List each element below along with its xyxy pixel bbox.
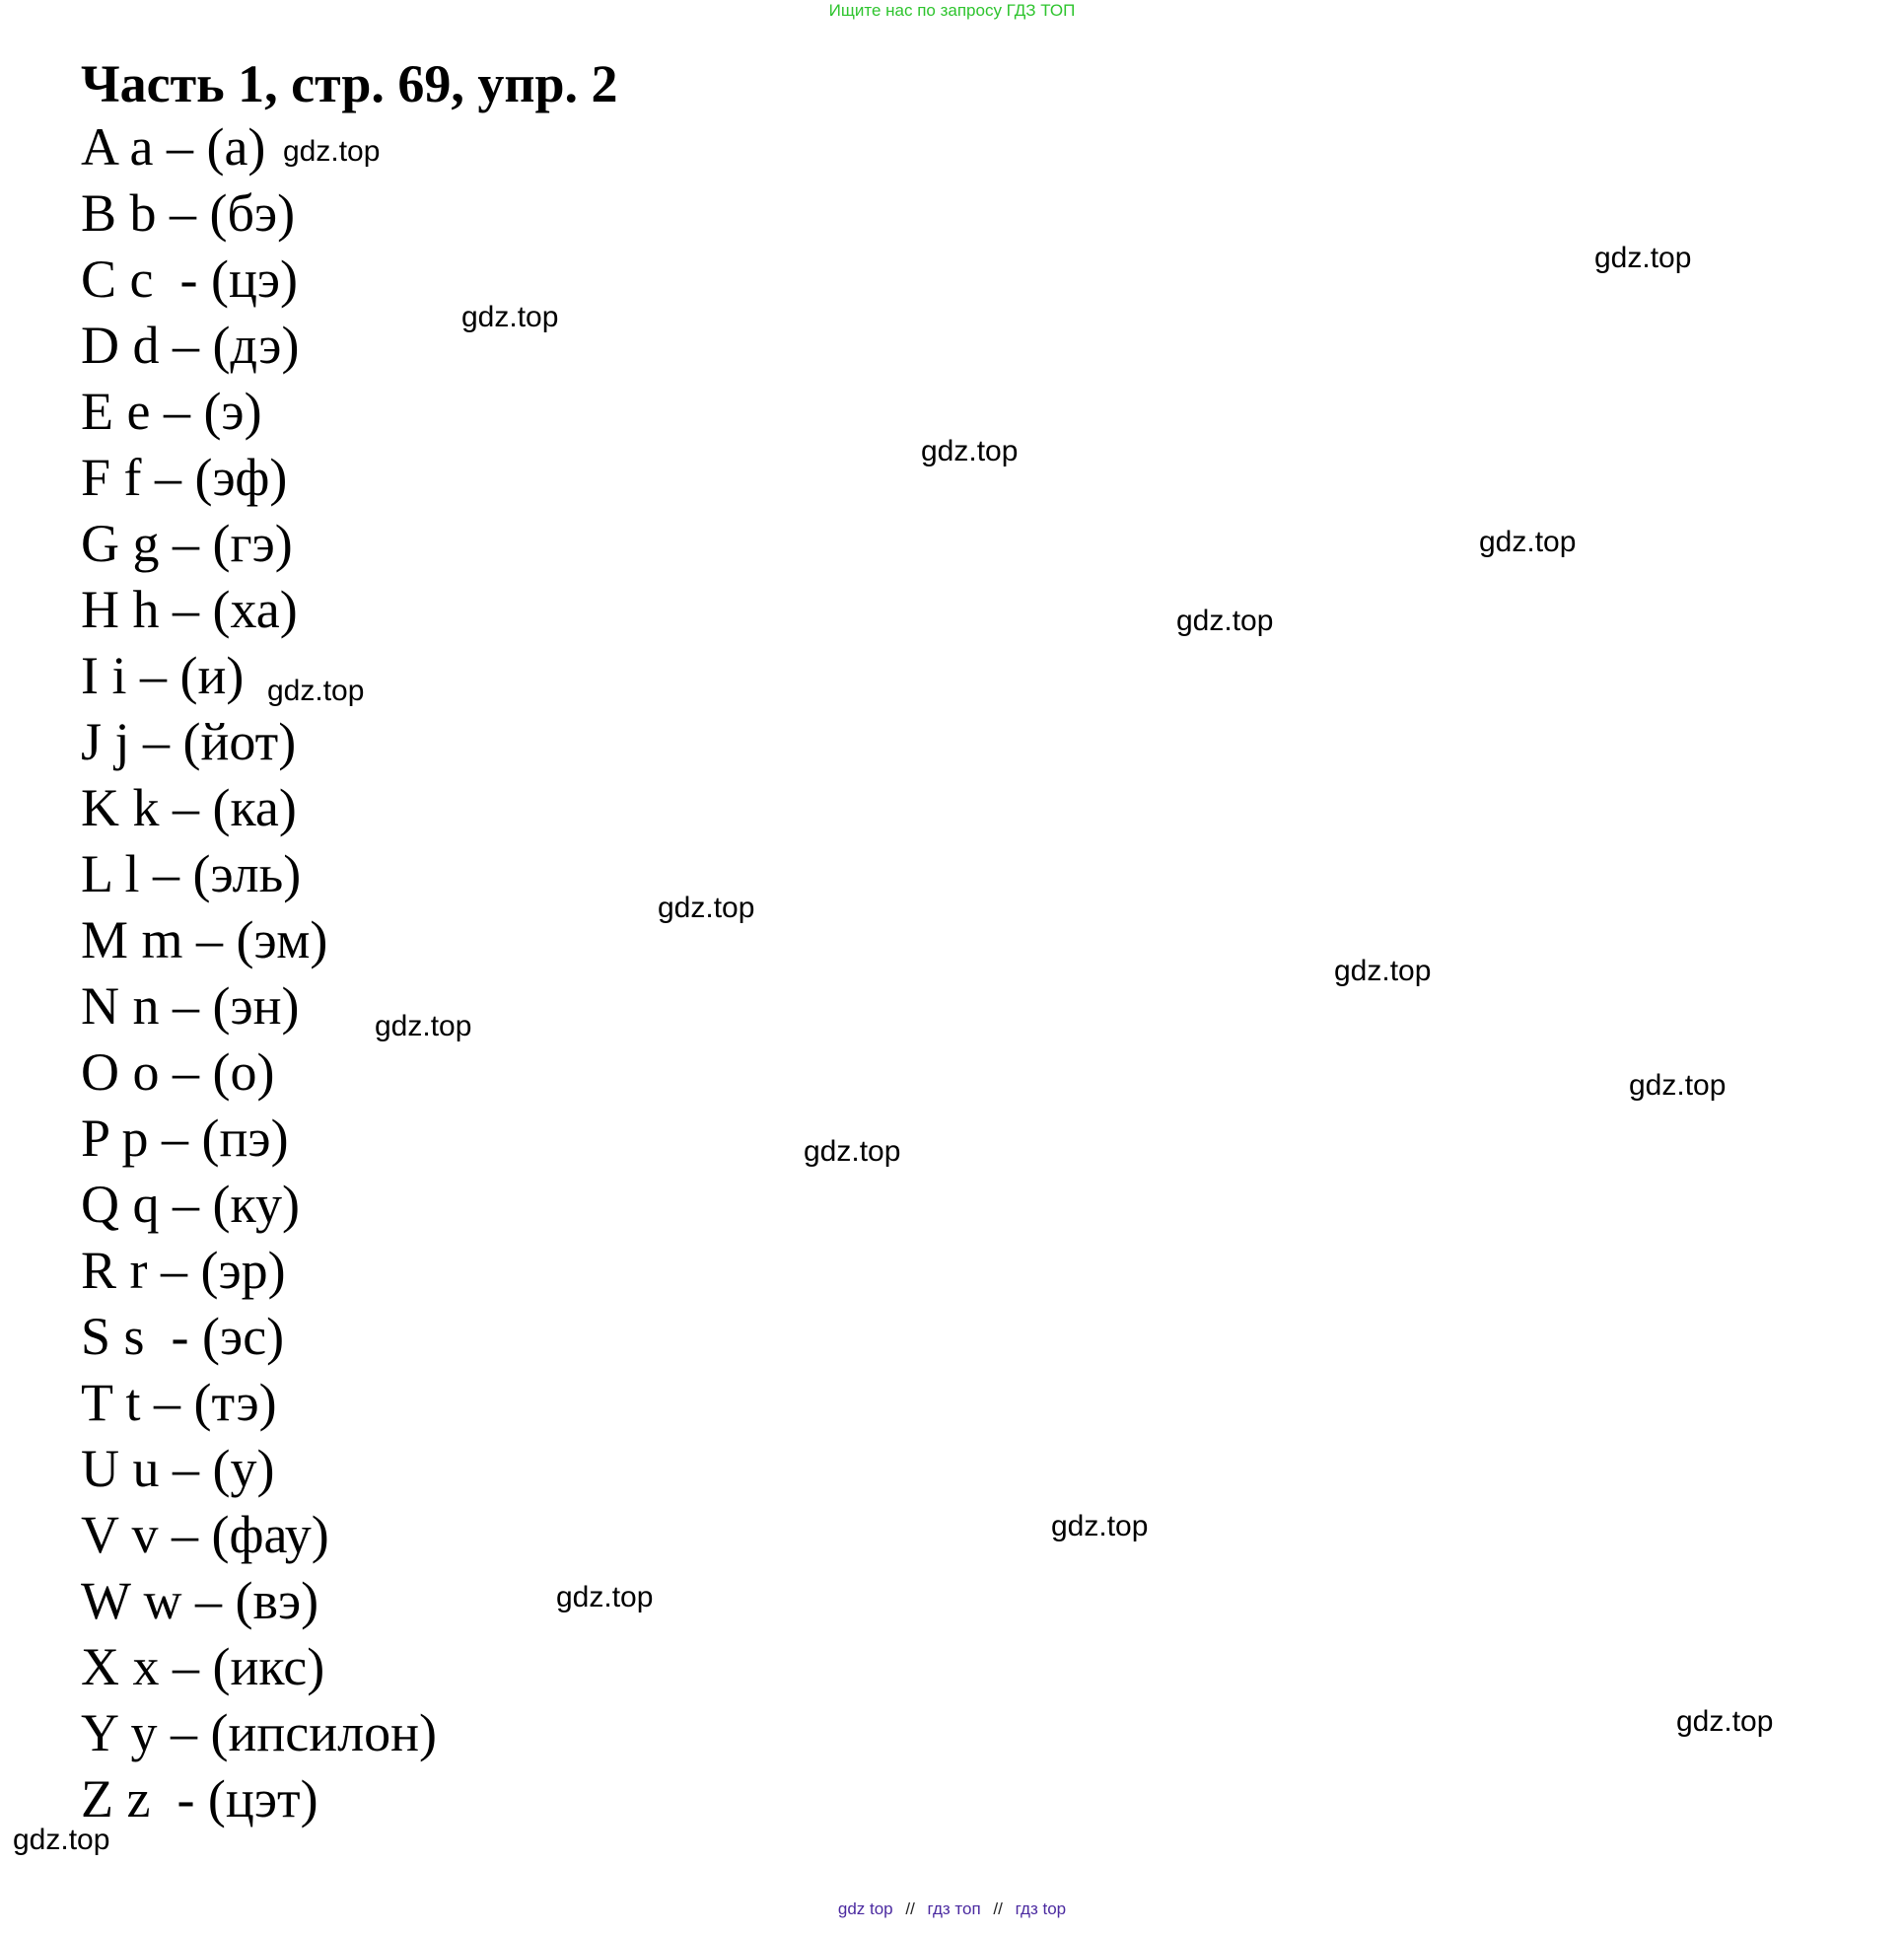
letter-row-y: Y y – (ипсилон): [81, 1703, 437, 1762]
letter-row-s: S s - (эс): [81, 1307, 285, 1366]
letter-row-d: D d – (дэ): [81, 316, 300, 375]
letter-row-v: V v – (фау): [81, 1505, 329, 1564]
footer-links: [0, 1898, 1904, 1920]
watermark: gdz.top: [1594, 242, 1692, 274]
letter-row-p: P p – (пэ): [81, 1109, 289, 1168]
letter-row-h: H h – (ха): [81, 580, 298, 639]
letter-row-a: A a – (а): [81, 117, 266, 177]
letter-row-b: B b – (бэ): [81, 183, 296, 243]
footer-separator: //: [905, 1899, 915, 1918]
letter-row-x: X x – (икс): [81, 1637, 325, 1696]
letter-row-o: O o – (о): [81, 1042, 275, 1102]
watermark: gdz.top: [804, 1135, 901, 1168]
letter-row-c: C c - (цэ): [81, 250, 299, 309]
watermark: gdz.top: [1334, 955, 1432, 987]
watermark: gdz.top: [556, 1581, 654, 1613]
watermark: gdz.top: [283, 135, 381, 168]
letter-row-q: Q q – (ку): [81, 1175, 300, 1234]
letter-row-i: I i – (и): [81, 646, 245, 705]
watermark: gdz.top: [658, 892, 755, 924]
top-banner[interactable]: [0, 0, 1904, 22]
letter-row-e: E e – (э): [81, 382, 262, 441]
letter-row-w: W w – (вэ): [81, 1571, 319, 1630]
letter-row-l: L l – (эль): [81, 844, 302, 903]
watermark: gdz.top: [1176, 605, 1274, 637]
watermark: gdz.top: [921, 435, 1019, 467]
watermark: gdz.top: [267, 675, 365, 707]
letter-row-r: R r – (эр): [81, 1241, 286, 1300]
footer-link-gdz-top-ru[interactable]: гдз топ: [927, 1899, 981, 1918]
letter-row-n: N n – (эн): [81, 976, 300, 1036]
watermark: gdz.top: [1629, 1069, 1727, 1102]
footer-link-gdz-top[interactable]: gdz top: [837, 1899, 893, 1918]
letter-row-j: J j – (йот): [81, 712, 297, 771]
letter-row-g: G g – (гэ): [81, 514, 293, 573]
letter-row-t: T t – (тэ): [81, 1373, 277, 1432]
letter-row-z: Z z - (цэт): [81, 1769, 318, 1828]
letter-row-u: U u – (у): [81, 1439, 275, 1498]
letter-row-f: F f – (эф): [81, 448, 288, 507]
page-title: Часть 1, стр. 69, упр. 2: [81, 54, 618, 113]
watermark: gdz.top: [1676, 1705, 1774, 1738]
watermark: gdz.top: [1051, 1510, 1149, 1542]
top-banner-text[interactable]: Ищите нас по запросу ГДЗ ТОП: [828, 1, 1076, 20]
footer-separator: //: [993, 1899, 1003, 1918]
footer-link-gdz-top-mixed[interactable]: гдз top: [1015, 1899, 1067, 1918]
letter-row-m: M m – (эм): [81, 910, 328, 969]
alphabet-list: [81, 114, 437, 1832]
watermark: gdz.top: [1479, 526, 1577, 558]
letter-row-k: K k – (ка): [81, 778, 297, 837]
watermark: gdz.top: [461, 301, 559, 333]
watermark: gdz.top: [375, 1010, 472, 1042]
watermark: gdz.top: [13, 1824, 110, 1856]
